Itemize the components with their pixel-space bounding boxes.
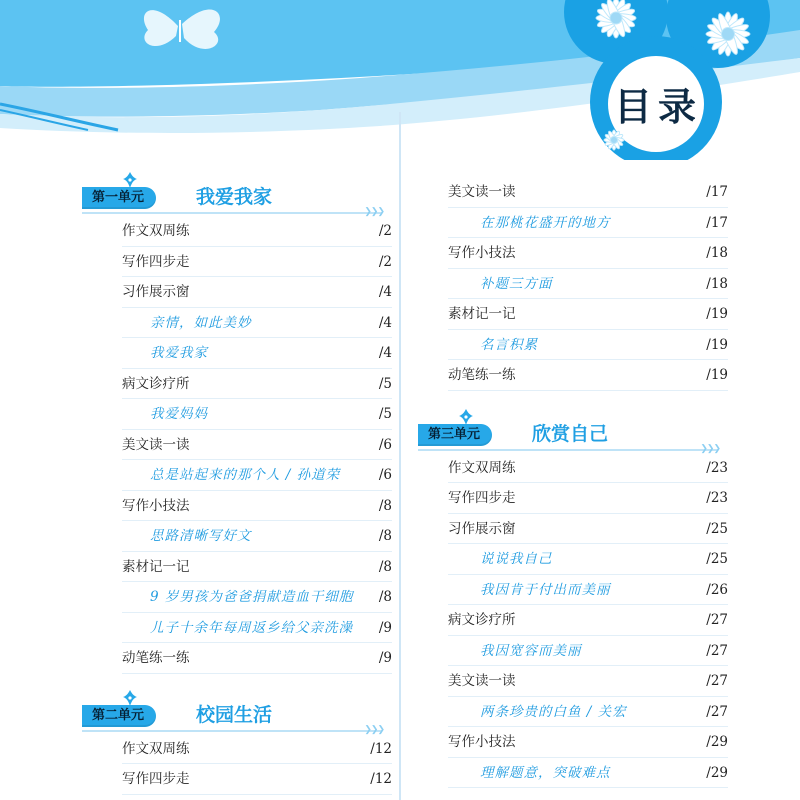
entry-title: 亲情，如此美妙 xyxy=(150,314,252,331)
chevron-right-icon: ❯❯❯ xyxy=(364,207,384,217)
entry-page-number: /27 xyxy=(706,673,728,689)
entry-title: 病文诊疗所 xyxy=(448,612,516,628)
entry-title: 儿子十余年每周返乡给父亲洗澡 xyxy=(150,619,353,636)
entry-page-number: /18 xyxy=(706,275,728,292)
fleur-ornament-icon xyxy=(120,171,140,189)
entry-title: 补题三方面 xyxy=(480,275,553,292)
fleur-ornament-icon xyxy=(120,689,140,707)
entry-title: 素材记一记 xyxy=(122,558,190,575)
unit-underline xyxy=(82,212,382,214)
toc-section-entry[interactable] xyxy=(82,277,392,308)
entry-page-number: /5 xyxy=(378,375,392,392)
toc-article-entry[interactable] xyxy=(82,582,392,613)
entry-title: 作文双周练 xyxy=(448,459,516,476)
page-title: 目录 xyxy=(613,85,702,129)
entry-page-number: /2 xyxy=(378,253,392,270)
toc-section-entry[interactable] xyxy=(418,514,728,545)
unit-header xyxy=(82,182,392,216)
entry-title: 理解题意，突破难点 xyxy=(480,764,611,781)
entry-title: 在那桃花盛开的地方 xyxy=(480,214,611,231)
entry-page-number: /6 xyxy=(378,436,392,453)
entry-title: 我爱妈妈 xyxy=(150,406,208,422)
unit-header xyxy=(418,419,728,453)
entry-title: 美文读一读 xyxy=(448,184,516,200)
chevron-right-icon: ❯❯❯ xyxy=(364,724,384,735)
entry-title: 写作小技法 xyxy=(448,245,516,261)
entry-page-number: /8 xyxy=(378,528,392,544)
toc-section-entry[interactable] xyxy=(82,643,392,674)
entry-title: 总是站起来的那个人 / 孙道荣 xyxy=(150,467,341,483)
entry-page-number: /4 xyxy=(378,345,392,361)
entry-title: 作文双周练 xyxy=(122,223,190,239)
entry-page-number: /19 xyxy=(706,306,728,322)
entry-title: 两条珍贵的白鱼 / 关宏 xyxy=(480,703,627,720)
entry-page-number: /9 xyxy=(378,619,392,636)
entry-title: 写作四步走 xyxy=(122,771,190,787)
entry-page-number: /18 xyxy=(706,245,728,261)
entry-page-number: /4 xyxy=(378,314,392,331)
toc-article-entry[interactable] xyxy=(82,338,392,369)
entry-title: 写作四步走 xyxy=(122,253,190,270)
toc-section-entry[interactable] xyxy=(418,666,728,697)
entry-page-number: /29 xyxy=(706,764,728,781)
entry-title: 写作小技法 xyxy=(448,734,516,750)
entry-page-number: /25 xyxy=(706,520,728,537)
toc-section-entry[interactable] xyxy=(82,552,392,583)
entry-page-number: /26 xyxy=(706,581,728,598)
entry-rule xyxy=(448,390,728,391)
entry-page-number: /8 xyxy=(378,558,392,575)
toc-article-entry[interactable] xyxy=(82,460,392,491)
entry-page-number: /2 xyxy=(378,223,392,239)
unit-header xyxy=(82,700,392,734)
entry-title: 名言积累 xyxy=(480,336,538,353)
toc-article-entry[interactable] xyxy=(418,544,728,575)
chevron-right-icon: ❯❯❯ xyxy=(700,443,720,454)
entry-page-number: /27 xyxy=(706,642,728,659)
unit-underline xyxy=(418,449,718,451)
entry-page-number: /8 xyxy=(378,589,392,605)
fleur-ornament-icon xyxy=(456,408,476,426)
unit-title: 欣赏自己 xyxy=(532,422,609,445)
entry-title: 美文读一读 xyxy=(448,673,516,689)
entry-page-number: /12 xyxy=(370,740,392,757)
entry-title: 9 岁男孩为爸爸捐献造血干细胞 xyxy=(150,589,354,605)
entry-page-number: /23 xyxy=(706,459,728,476)
toc-section-entry[interactable] xyxy=(418,238,728,269)
toc-section-entry[interactable] xyxy=(82,764,392,795)
entry-page-number: /5 xyxy=(378,406,392,422)
entry-rule xyxy=(448,787,728,788)
toc-section-entry[interactable] xyxy=(418,483,728,514)
entry-title: 思路清晰写好文 xyxy=(150,528,252,544)
entry-title: 写作四步走 xyxy=(448,490,516,506)
entry-title: 习作展示窗 xyxy=(448,520,516,537)
entry-rule xyxy=(122,794,392,795)
entry-title: 习作展示窗 xyxy=(122,284,190,300)
unit-badge: 第二单元 xyxy=(82,705,156,727)
entry-title: 病文诊疗所 xyxy=(122,375,190,392)
column-divider xyxy=(399,112,401,800)
entry-title: 作文双周练 xyxy=(122,740,190,757)
toc-section-entry[interactable] xyxy=(82,216,392,247)
entry-title: 写作小技法 xyxy=(122,497,190,514)
entry-page-number: /29 xyxy=(706,734,728,750)
toc-article-entry[interactable] xyxy=(418,758,728,789)
toc-section-entry[interactable] xyxy=(82,430,392,461)
entry-page-number: /4 xyxy=(378,284,392,300)
entry-page-number: /9 xyxy=(378,650,392,666)
entry-title: 说说我自己 xyxy=(480,551,553,567)
entry-title: 我因肯于付出而美丽 xyxy=(480,581,611,598)
entry-page-number: /19 xyxy=(706,367,728,383)
unit-title: 我爱我家 xyxy=(196,186,273,208)
toc-right-column xyxy=(418,177,728,788)
entry-title: 素材记一记 xyxy=(448,306,516,322)
unit-underline xyxy=(82,730,382,732)
entry-page-number: /27 xyxy=(706,612,728,628)
toc-left-column xyxy=(82,182,392,795)
toc-article-entry[interactable] xyxy=(82,521,392,552)
toc-section-entry[interactable] xyxy=(82,491,392,522)
toc-section-entry[interactable] xyxy=(418,605,728,636)
toc-article-entry[interactable] xyxy=(418,208,728,239)
toc-article-entry[interactable] xyxy=(82,399,392,430)
toc-section-entry[interactable] xyxy=(418,453,728,484)
toc-section-entry[interactable] xyxy=(82,369,392,400)
entry-title: 动笔练一练 xyxy=(122,650,190,666)
toc-article-entry[interactable] xyxy=(82,308,392,339)
entry-page-number: /8 xyxy=(378,497,392,514)
unit-badge: 第一单元 xyxy=(82,187,156,209)
toc-section-entry[interactable] xyxy=(418,177,728,208)
toc-section-entry[interactable] xyxy=(82,734,392,765)
toc-article-entry[interactable] xyxy=(418,697,728,728)
toc-section-entry[interactable] xyxy=(418,360,728,391)
toc-article-entry[interactable] xyxy=(418,269,728,300)
toc-section-entry[interactable] xyxy=(418,299,728,330)
toc-article-entry[interactable] xyxy=(82,613,392,644)
entry-page-number: /17 xyxy=(706,214,728,231)
toc-article-entry[interactable] xyxy=(418,330,728,361)
entry-page-number: /19 xyxy=(706,336,728,353)
entry-page-number: /25 xyxy=(706,551,728,567)
toc-article-entry[interactable] xyxy=(418,636,728,667)
toc-section-entry[interactable] xyxy=(418,727,728,758)
entry-page-number: /23 xyxy=(706,490,728,506)
entry-title: 动笔练一练 xyxy=(448,367,516,383)
entry-page-number: /27 xyxy=(706,703,728,720)
toc-section-entry[interactable] xyxy=(82,247,392,278)
entry-page-number: /17 xyxy=(706,184,728,200)
entry-title: 我因宽容而美丽 xyxy=(480,642,582,659)
entry-page-number: /12 xyxy=(370,771,392,787)
toc-article-entry[interactable] xyxy=(418,575,728,606)
unit-badge: 第三单元 xyxy=(418,424,492,446)
entry-title: 我爱我家 xyxy=(150,345,208,361)
unit-title: 校园生活 xyxy=(196,703,273,726)
entry-rule xyxy=(122,673,392,674)
entry-title: 美文读一读 xyxy=(122,436,190,453)
entry-page-number: /6 xyxy=(378,467,392,483)
